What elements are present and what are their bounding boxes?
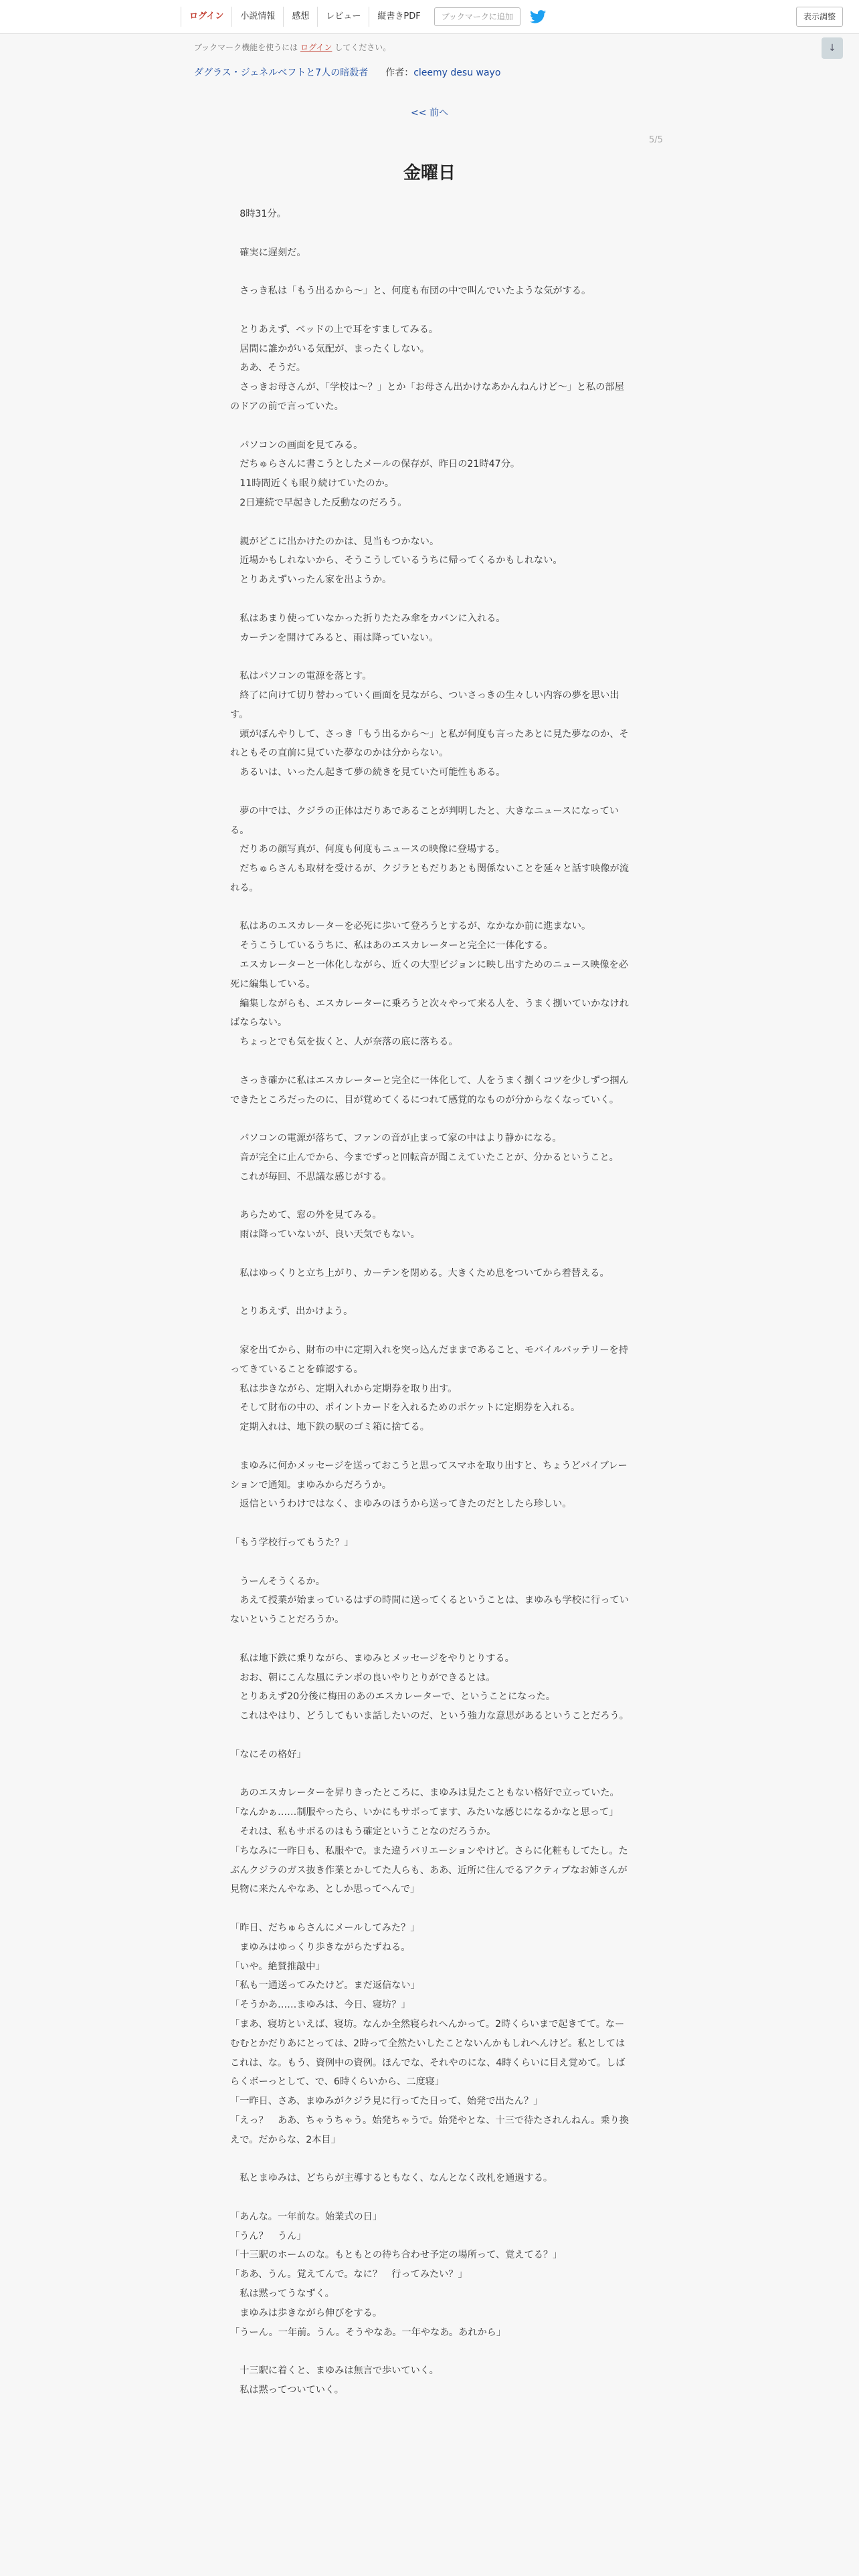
paragraph: あのエスカレーターを昇りきったところに、まゆみは見たこともない格好で立っていた。 bbox=[230, 1788, 619, 1799]
paragraph: 夢の中では、クジラの正体はだりあであることが判明したと、大きなニュースになっている。 bbox=[230, 805, 619, 836]
paragraph bbox=[230, 898, 629, 918]
paragraph bbox=[230, 1283, 629, 1303]
scroll-button[interactable]: ↓ bbox=[822, 37, 843, 59]
paragraph: まゆみは歩きながら伸びをする。 bbox=[230, 2307, 383, 2319]
paragraph: まゆみはゆっくり歩きながらたずねる。 bbox=[230, 1941, 411, 1953]
impressions-link[interactable]: 感想 bbox=[283, 7, 317, 27]
paragraph bbox=[230, 1245, 629, 1264]
paragraph: 返信というわけではなく、まゆみのほうから送ってきたのだとしたら珍しい。 bbox=[230, 1499, 572, 1510]
paragraph: 音が完全に止んでから、今までずっと回転音が聞こえていたことが、分かるということ。 bbox=[230, 1152, 619, 1164]
paragraph: とりあえず20分後に梅田のあのエスカレーターで、ということになった。 bbox=[230, 1691, 555, 1703]
author-info bbox=[385, 66, 500, 79]
paragraph: 「ちなみに一昨日も、私服やで。また違うバリエーションやけど。さらに化粧もしてたし。たぶんクジラのガス抜き作業とかしてた人らも、ああ、近所に住んでるアクティブなお姉さんが見物に来たんやなあ、としか思ってへんで」 bbox=[230, 1845, 628, 1895]
paragraph bbox=[230, 647, 629, 667]
paragraph: 「いや。絶賛推敲中」 bbox=[230, 1961, 325, 1972]
paragraph bbox=[230, 301, 629, 320]
paragraph bbox=[230, 262, 629, 282]
paragraph: 私はあのエスカレーターを必死に歩いて登ろうとするが、なかなか前に進まない。 bbox=[230, 921, 591, 932]
paragraph bbox=[230, 513, 629, 532]
author-link[interactable]: cleemy desu wayo bbox=[413, 68, 501, 78]
paragraph: そして財布の中の、ポイントカードを入れるためのポケットに定期券を入れる。 bbox=[230, 1402, 581, 1414]
paragraph: 「十三駅のホームのな。もともとの待ち合わせ予定の場所って、覚えてる？」 bbox=[230, 2250, 563, 2261]
paragraph: 「もう学校行ってもうた？」 bbox=[230, 1537, 354, 1548]
paragraph: エスカレーターと一体化しながら、近くの大型ビジョンに映し出すためのニュース映像を必死に編集している。 bbox=[230, 960, 628, 990]
paragraph: 私は歩きながら、定期入れから定期券を取り出す。 bbox=[230, 1383, 458, 1394]
breadcrumb bbox=[194, 66, 500, 79]
paragraph: だちゅらさんに書こうとしたメールの保存が、昨日の21時47分。 bbox=[230, 459, 520, 470]
paragraph bbox=[230, 1765, 629, 1784]
paragraph: 「うん？ うん」 bbox=[230, 2230, 306, 2242]
paragraph: ああ、そうだ。 bbox=[230, 362, 306, 374]
paragraph: 「まあ、寝坊といえば、寝坊。なんか全然寝られへんかって。2時くらいまで起きてて。なーむむとかだりあにとっては、2時って全然たいしたことないんかもしれへんけど。私としてはこれは、な。もう、資例中の資例。ほんでな、それやのにな、4時くらいに目え覚めて。しばらくボーっとして、で、6時くらいから、二度寝」 bbox=[230, 2018, 626, 2088]
header-nav bbox=[181, 7, 546, 27]
paragraph bbox=[230, 590, 629, 609]
paragraph: 家を出てから、財布の中に定期入れを突っ込んだままであること、モバイルバッテリーを持ってきていることを確認する。 bbox=[230, 1345, 628, 1375]
paragraph: だりあの顔写真が、何度も何度もニュースの映像に登場する。 bbox=[230, 844, 505, 855]
notice-login-link[interactable]: ログイン bbox=[300, 43, 332, 52]
paragraph: 「ああ、うん。覚えてんで。なに？ 行ってみたい？」 bbox=[230, 2269, 468, 2280]
paragraph: 居間に誰かがいる気配が、まったくしない。 bbox=[230, 343, 430, 354]
author-label: 作者： bbox=[385, 68, 414, 78]
paragraph: だちゅらさんも取材を受けるが、クジラともだりあとも関係ないことを延々と話す映像が流れる。 bbox=[230, 863, 629, 893]
paragraph: 私はパソコンの電源を落とす。 bbox=[230, 671, 372, 682]
paragraph bbox=[230, 1899, 629, 1919]
paragraph: 「私も一通送ってみたけど。まだ返信ない」 bbox=[230, 1980, 420, 1992]
novel-body bbox=[230, 205, 629, 2400]
paragraph: 編集しながらも、エスカレーターに乗ろうと次々やって来る人を、うまく捌いていかなければならない。 bbox=[230, 998, 629, 1029]
paragraph: ちょっとでも気を抜くと、人が奈落の底に落ちる。 bbox=[230, 1037, 458, 1048]
login-link[interactable]: ログイン bbox=[181, 7, 231, 27]
paragraph: 頭がぼんやりして、さっき「もう出るから～」と私が何度も言ったあとに見た夢なのか、それともその直前に見ていた夢なのかは分からない。 bbox=[230, 728, 629, 759]
paragraph: おお、朝にこんな風にテンポの良いやりとりができるとは。 bbox=[230, 1672, 496, 1683]
paragraph bbox=[230, 224, 629, 243]
review-link[interactable]: レビュー bbox=[317, 7, 369, 27]
paragraph bbox=[230, 1109, 629, 1129]
paragraph: さっきお母さんが、「学校は～？」とか「お母さん出かけなあかんねんけど～」と私の部屋のドアの前で言っていた。 bbox=[230, 382, 624, 412]
login-notice bbox=[194, 41, 391, 53]
chapter-title: 金曜日 bbox=[403, 163, 456, 183]
paragraph: 私は地下鉄に乗りながら、まゆみとメッセージをやりとりする。 bbox=[230, 1652, 514, 1664]
paragraph: うーんそうくるか。 bbox=[230, 1576, 325, 1587]
vertical-pdf-link[interactable]: 縦書きPDF bbox=[369, 7, 428, 27]
paragraph: 私とまゆみは、どちらが主導するともなく、なんとなく改札を通過する。 bbox=[230, 2173, 553, 2184]
paragraph: 私はゆっくりと立ち上がり、カーテンを閉める。大きくため息をついてから着替える。 bbox=[230, 1267, 609, 1279]
paragraph: 私は黙ってついていく。 bbox=[230, 2385, 344, 2396]
twitter-icon[interactable] bbox=[530, 10, 546, 23]
paragraph: カーテンを開けてみると、雨は降っていない。 bbox=[230, 632, 439, 643]
add-bookmark-button[interactable]: ブックマークに追加 bbox=[434, 7, 520, 26]
paragraph: 私はあまり使っていなかった折りたたみ傘をカバンに入れる。 bbox=[230, 613, 506, 624]
paragraph: これはやはり、どうしてもいま話したいのだ、という強力な意思があるということだろう。 bbox=[230, 1711, 629, 1722]
novel-info-link[interactable]: 小説情報 bbox=[231, 7, 283, 27]
paragraph: パソコンの電源が落ちて、ファンの音が止まって家の中はより静かになる。 bbox=[230, 1133, 562, 1144]
paragraph bbox=[230, 2149, 629, 2169]
paragraph bbox=[230, 1052, 629, 1071]
paragraph bbox=[230, 1514, 629, 1533]
paragraph: 「昨日、だちゅらさんにメールしてみた？」 bbox=[230, 1922, 420, 1933]
paragraph bbox=[230, 1630, 629, 1649]
paragraph: 「一昨日、さあ、まゆみがクジラ見に行ってた日って、始発で出たん？」 bbox=[230, 2096, 543, 2107]
paragraph: これが毎回、不思議な感じがする。 bbox=[230, 1171, 392, 1182]
paragraph: とりあえずいったん家を出ようか。 bbox=[230, 574, 392, 586]
display-settings-button[interactable]: 表示調整 bbox=[796, 7, 843, 27]
paragraph bbox=[230, 1553, 629, 1572]
paragraph bbox=[230, 1726, 629, 1745]
paragraph: 私は黙ってうなずく。 bbox=[230, 2288, 335, 2300]
paragraph bbox=[230, 2188, 629, 2208]
paragraph: 「なんかぁ……制服やったら、いかにもサボってます、みたいな感じになるかなと思って」 bbox=[230, 1807, 619, 1818]
page-number: 5/5 bbox=[649, 135, 663, 145]
paragraph: あらためて、窓の外を見てみる。 bbox=[230, 1210, 382, 1221]
paragraph: 「えっ？ ああ、ちゃうちゃう。始発ちゃうで。始発やとな、十三で待たされんねん。乗り換えで。だからな、2本目」 bbox=[230, 2115, 629, 2145]
paragraph bbox=[230, 1187, 629, 1206]
paragraph: さっき確かに私はエスカレーターと完全に一体化して、人をうまく捌くコツを少しずつ掴んできたところだったのに、目が覚めてくるにつれて感覚的なものが分からなくなっていく。 bbox=[230, 1075, 629, 1105]
paragraph bbox=[230, 1321, 629, 1341]
paragraph: さっき私は「もう出るから～」と、何度も布団の中で叫んでいたような気がする。 bbox=[230, 286, 591, 297]
paragraph: 親がどこに出かけたのかは、見当もつかない。 bbox=[230, 536, 440, 547]
paragraph: まゆみに何かメッセージを送っておこうと思ってスマホを取り出すと、ちょうどバイブレーションで通知。まゆみからだろうか。 bbox=[230, 1460, 628, 1491]
paragraph: 定期入れは、地下鉄の駅のゴミ箱に捨てる。 bbox=[230, 1422, 430, 1433]
paragraph bbox=[230, 782, 629, 802]
paragraph bbox=[230, 417, 629, 436]
paragraph: 「あんな。一年前な。始業式の日」 bbox=[230, 2211, 383, 2222]
paragraph: 8時31分。 bbox=[230, 209, 286, 219]
paragraph: 十三駅に着くと、まゆみは無言で歩いていく。 bbox=[230, 2365, 439, 2377]
top-bar bbox=[0, 0, 859, 34]
paragraph: 11時間近くも眠り続けていたのか。 bbox=[230, 478, 395, 490]
notice-text-before: ブックマーク機能を使うには bbox=[194, 43, 300, 52]
paragraph: 「そうかあ……まゆみは、今日、寝坊？」 bbox=[230, 2000, 411, 2011]
notice-text-after: してください。 bbox=[332, 43, 391, 52]
paragraph: 近場かもしれないから、そうこうしているうちに帰ってくるかもしれない。 bbox=[230, 555, 563, 566]
paragraph: あえて授業が始まっているはずの時間に送ってくるということは、まゆみも学校に行っていないということだろうか。 bbox=[230, 1595, 629, 1626]
novel-title-link[interactable]: ダグラス・ジェネルベフトと7人の暗殺者 bbox=[194, 68, 369, 78]
paragraph: とりあえず、ベッドの上で耳をすましてみる。 bbox=[230, 324, 438, 335]
paragraph: 終了に向けて切り替わっていく画面を見ながら、ついさっきの生々しい内容の夢を思い出す。 bbox=[230, 689, 619, 720]
paragraph: あるいは、いったん起きて夢の続きを見ていた可能性もある。 bbox=[230, 767, 506, 778]
paragraph bbox=[230, 1437, 629, 1457]
paragraph: 雨は降っていないが、良い天気でもない。 bbox=[230, 1229, 420, 1241]
paragraph: 確実に遅刻だ。 bbox=[230, 247, 306, 258]
paragraph: とりあえず、出かけよう。 bbox=[230, 1306, 353, 1317]
paragraph: そうこうしているうちに、私はあのエスカレーターと完全に一体化する。 bbox=[230, 940, 553, 952]
prev-page-link[interactable]: << 前へ bbox=[411, 108, 448, 118]
paragraph: それは、私もサボるのはもう確定ということなのだろうか。 bbox=[230, 1826, 496, 1837]
paragraph: 「なにその格好」 bbox=[230, 1749, 306, 1760]
paragraph: 2日連続で早起きした反動なのだろう。 bbox=[230, 497, 407, 508]
paragraph: パソコンの画面を見てみる。 bbox=[230, 439, 363, 451]
paragraph: 「うーん。一年前。うん。そうやなあ。一年やなあ。あれから」 bbox=[230, 2327, 506, 2338]
paragraph bbox=[230, 2342, 629, 2361]
